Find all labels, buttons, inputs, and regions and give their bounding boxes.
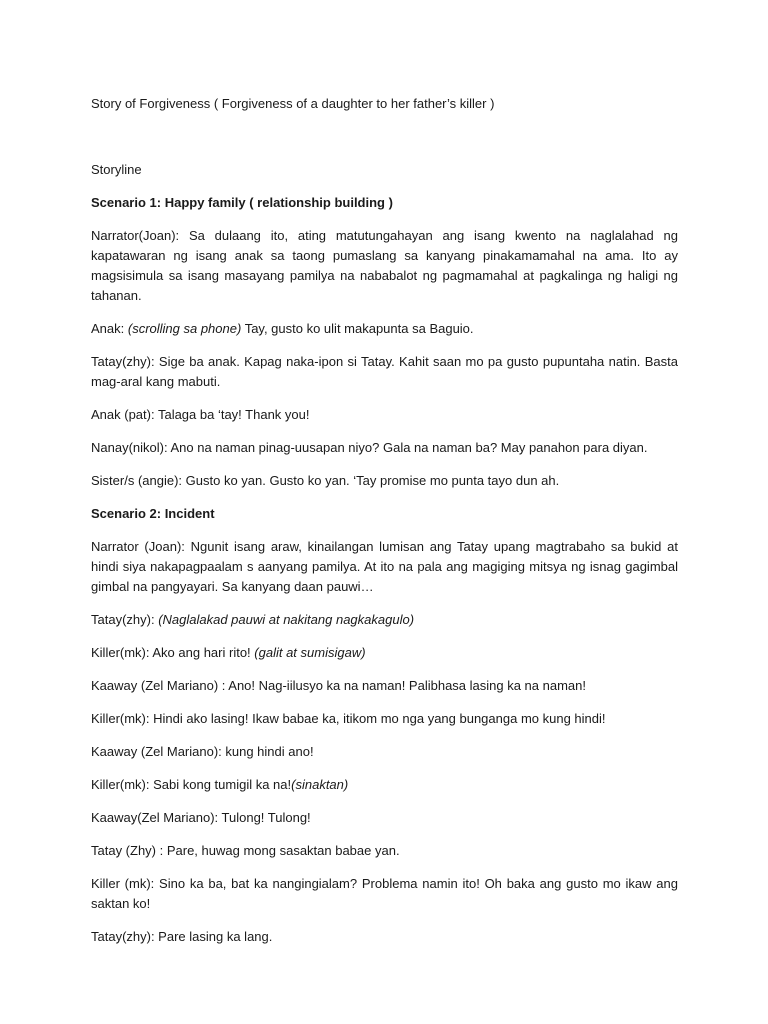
speaker-label: Anak:: [91, 321, 128, 336]
stage-direction: (Naglalakad pauwi at nakitang nagkakagulo): [158, 612, 415, 627]
scenario-2-heading: Scenario 2: Incident: [91, 506, 215, 521]
killer-line-4: Killer (mk): Sino ka ba, bat ka nangingialam? Problema namin ito! Oh baka ang gusto mo ikaw ang saktan ko!: [91, 876, 678, 911]
kaaway-line-2: Kaaway (Zel Mariano): kung hindi ano!: [91, 744, 314, 759]
stage-direction: (galit at sumisigaw): [254, 645, 366, 660]
dialogue-text: Killer(mk): Ako ang hari rito!: [91, 645, 255, 660]
tatay-line-1: Tatay(zhy): Sige ba anak. Kapag naka-ipon si Tatay. Kahit saan mo pa gusto pupuntaha natin. Basta mag-aral kang mabuti.: [91, 354, 678, 389]
sister-line: Sister/s (angie): Gusto ko yan. Gusto ko yan. ‘Tay promise mo punta tayo dun ah.: [91, 473, 560, 488]
dialogue-text: Killer(mk): Sabi kong tumigil ka na!: [91, 777, 292, 792]
document-title: Story of Forgiveness ( Forgiveness of a daughter to her father’s killer ): [91, 96, 495, 111]
tatay-line-3: Tatay (Zhy) : Pare, huwag mong sasaktan babae yan.: [91, 843, 400, 858]
dialogue-text: Tay, gusto ko ulit makapunta sa Baguio.: [241, 321, 474, 336]
narrator-line-1: Narrator(Joan): Sa dulaang ito, ating matutungahayan ang isang kwento na naglalahad ng kapatawaran ng isang anak sa taong pumaslang sa kanyang pinakamamahal na ama. Ito ay magsisimula sa isang masayang pamilya na nababalot ng pagmamahal at pagkalinga ng haligi ng tahanan.: [91, 228, 678, 303]
stage-direction: (sinaktan): [291, 777, 349, 792]
stage-direction: (scrolling sa phone): [127, 321, 242, 336]
nanay-line: Nanay(nikol): Ano na naman pinag-uusapan niyo? Gala na naman ba? May panahon para diyan.: [91, 440, 648, 455]
killer-line-3: [91, 775, 678, 795]
scenario-1-heading: Scenario 1: Happy family ( relationship building ): [91, 195, 393, 210]
speaker-label: Tatay(zhy):: [91, 612, 159, 627]
document-page: [91, 94, 678, 960]
storyline-label: Storyline: [91, 162, 142, 177]
killer-line-2: Killer(mk): Hindi ako lasing! Ikaw babae ka, itikom mo nga yang bunganga mo kung hindi!: [91, 711, 606, 726]
kaaway-line-1: Kaaway (Zel Mariano) : Ano! Nag-iilusyo ka na naman! Palibhasa lasing ka na naman!: [91, 678, 586, 693]
killer-line-1: [91, 643, 678, 663]
narrator-line-2: Narrator (Joan): Ngunit isang araw, kinailangan lumisan ang Tatay upang magtrabaho sa bukid at hindi siya nakapagpaalam s aanyang pamilya. At ito na pala ang magiging mitsya ng isnag gagimbal gimbal na pangyayari. Sa kanyang daan pauwi…: [91, 539, 678, 594]
anak-line-1: [91, 319, 678, 339]
tatay-line-2: [91, 610, 678, 630]
tatay-line-4: Tatay(zhy): Pare lasing ka lang.: [91, 929, 273, 944]
anak-line-2: Anak (pat): Talaga ba ‘tay! Thank you!: [91, 407, 310, 422]
kaaway-line-3: Kaaway(Zel Mariano): Tulong! Tulong!: [91, 810, 311, 825]
